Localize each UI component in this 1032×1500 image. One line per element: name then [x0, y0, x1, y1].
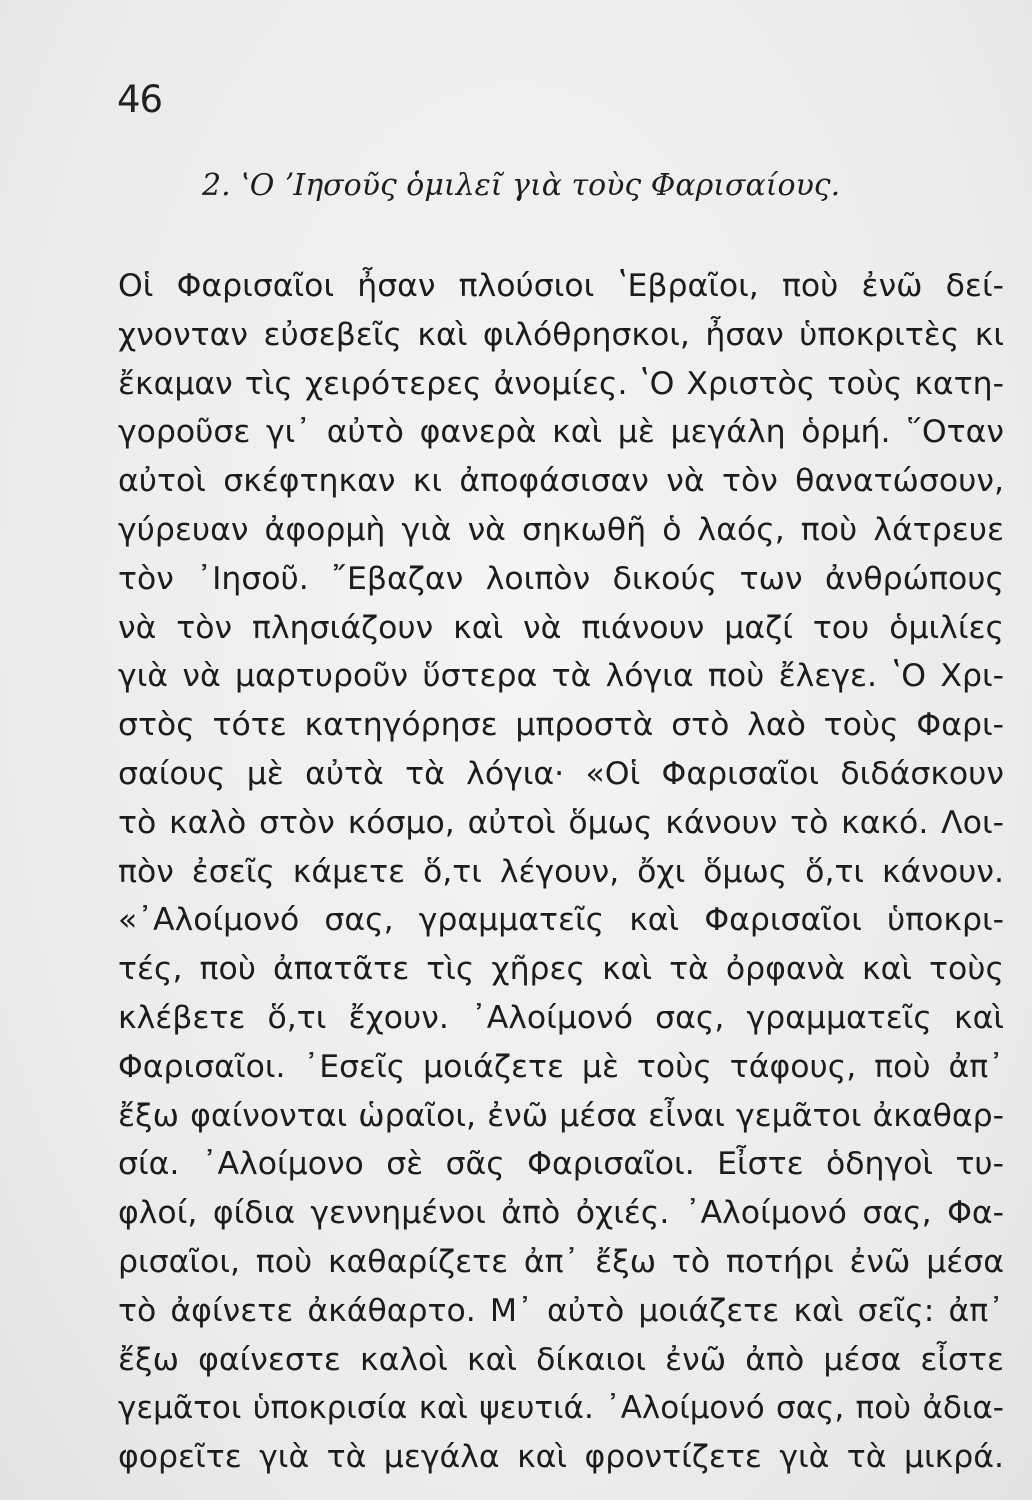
text-line: τὸ καλὸ στὸν κόσμο, αὐτοὶ ὅμως κάνουν τὸ κακό. Λοι- [118, 804, 1004, 841]
text-line: τὸν ᾿Ιησοῦ. ῎Εβαζαν λοιπὸν δικούς των ἀνθρώπους [118, 560, 1004, 597]
text-line: Οἱ Φαρισαῖοι ἦσαν πλούσιοι ʽΕβραῖοι, ποὺ ἐνῶ δεί- [118, 268, 1004, 304]
body-text [118, 262, 1004, 1482]
text-line: σία. ᾿Αλοίμονο σὲ σᾶς Φαρισαῖοι. Εἶστε ὁδηγοὶ τυ- [118, 1146, 1004, 1183]
text-line: σαίους μὲ αὐτὰ τὰ λόγια· «Οἱ Φαρισαῖοι διδάσκουν [118, 755, 1004, 792]
text-line: χνονταν εὐσεβεῖς καὶ φιλόθρησκοι, ἦσαν ὑποκριτὲς κι [118, 316, 1004, 353]
text-line: γύρευαν ἀφορμὴ γιὰ νὰ σηκωθῆ ὁ λαός, ποὺ λάτρευε [118, 511, 1004, 548]
text-line: αὐτοὶ σκέφτηκαν κι ἀποφάσισαν νὰ τὸν θανατώσουν, [118, 463, 1004, 500]
page-number: 46 [117, 78, 163, 121]
text-line: πὸν ἐσεῖς κάμετε ὅ,τι λέγουν, ὄχι ὅμως ὅ,τι κάνουν. [118, 853, 1004, 890]
text-line: ἔκαμαν τὶς χειρότερες ἀνομίες. ʽΟ Χριστὸς τοὺς κατη- [118, 365, 1004, 402]
text-line: «᾿Αλοίμονό σας, γραμματεῖς καὶ Φαρισαῖοι ὑποκρι- [118, 902, 1004, 939]
text-line: Φαρισαῖοι. ᾿Εσεῖς μοιάζετε μὲ τοὺς τάφους, ποὺ ἀπ᾿ [118, 1048, 1004, 1085]
text-line: γεμᾶτοι ὑποκρισία καὶ ψευτιά. ᾿Αλοίμονό σας, ποὺ ἀδια- [118, 1390, 1004, 1427]
text-line: φορεῖτε γιὰ τὰ μεγάλα καὶ φροντίζετε γιὰ τὰ μικρά. [118, 1439, 1004, 1476]
text-line: φλοί, φίδια γεννημένοι ἀπὸ ὀχιές. ᾿Αλοίμονό σας, Φα- [118, 1195, 1004, 1232]
text-line: γιὰ νὰ μαρτυροῦν ὕστερα τὰ λόγια ποὺ ἔλεγε. ʽΟ Χρι- [118, 658, 1004, 695]
text-line: νὰ τὸν πλησιάζουν καὶ νὰ πιάνουν μαζί του ὁμιλίες [118, 609, 1004, 646]
text-line: ἔξω φαίνονται ὡραῖοι, ἐνῶ μέσα εἶναι γεμᾶτοι ἀκαθαρ- [118, 1097, 1004, 1134]
text-line: τὸ ἀφίνετε ἀκάθαρτο. Μ᾿ αὐτὸ μοιάζετε καὶ σεῖς: ἀπ᾿ [118, 1292, 1004, 1329]
section-heading: 2. ʽΟ ʼΙησοῦς ὁμιλεῖ γιὰ τοὺς Φαρισαίους. [202, 168, 841, 203]
text-line: ρισαῖοι, ποὺ καθαρίζετε ἀπ᾿ ἔξω τὸ ποτήρι ἐνῶ μέσα [118, 1243, 1004, 1280]
text-line: τές, ποὺ ἀπατᾶτε τὶς χῆρες καὶ τὰ ὀρφανὰ καὶ τοὺς [118, 951, 1004, 988]
text-line: ἔξω φαίνεστε καλοὶ καὶ δίκαιοι ἐνῶ ἀπὸ μέσα εἶστε [118, 1341, 1004, 1378]
text-line: γοροῦσε γι᾿ αὐτὸ φανερὰ καὶ μὲ μεγάλη ὁρμή. ῞Οταν [118, 414, 1004, 451]
text-line: κλέβετε ὅ,τι ἔχουν. ᾿Αλοίμονό σας, γραμματεῖς καὶ [118, 999, 1004, 1036]
text-line: στὸς τότε κατηγόρησε μπροστὰ στὸ λαὸ τοὺς Φαρι- [118, 707, 1004, 744]
